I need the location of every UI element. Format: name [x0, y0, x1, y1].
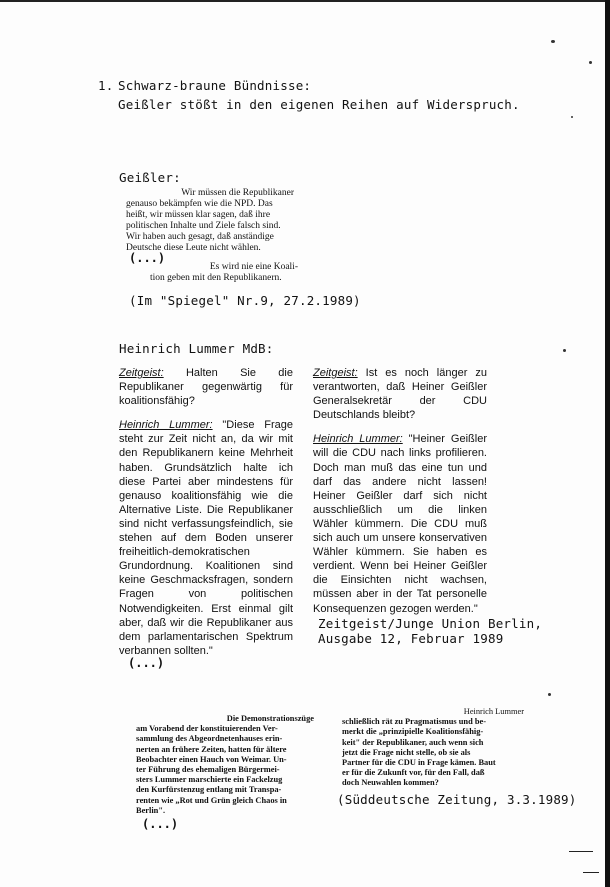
sz-left-line: renten wie „Rot und Grün gleich Chaos in: [136, 795, 287, 805]
sz-left-line: am Vorabend der konstituierenden Ver-: [136, 724, 278, 734]
sz-left-column: [136, 714, 314, 816]
geissler-quote: [126, 188, 294, 254]
scan-speck: [551, 40, 555, 43]
scan-speck: [589, 61, 592, 64]
scan-speck: [548, 693, 551, 696]
sz-left-line: Berlin".: [136, 805, 166, 815]
sz-left-line: sammlung des Abgeordnetenhauses erin-: [136, 734, 283, 744]
sz-left-line: nerten an frühere Zeiten, hatten für ältere: [136, 744, 287, 754]
sz-right-line: Heinrich Lummer: [463, 707, 524, 716]
scan-mark: [569, 851, 593, 852]
section-number: 1.: [98, 78, 114, 93]
geissler-source: (Im "Spiegel" Nr.9, 27.2.1989): [129, 293, 361, 308]
speaker-label: Heinrich Lummer:: [119, 419, 213, 432]
sz-right-column: [342, 707, 524, 789]
scan-speck: [571, 116, 573, 118]
sz-left-line: den Kurfürstenzug entlang mit Transpa-: [136, 785, 282, 795]
answer-text: "Diese Frage steht zur Zeit nicht an, da wir mit den Republikanern keine Mehrheit haben. Grundsätzlich halte ich diese Partei aber mindestens für genauso koalitionsfähig wie die Alternative Liste. Die Republikaner sind nicht verfassungsfeindlich, sie stehen auf dem Boden unserer freiheitlich-demokratischen Grundordnung. Koalitionen sind keine Geschmacksfragen, sondern Fragen von politischen Notwendigkeiten. Erst einmal gilt aber, daß wir die Republikaner aus dem parlamentarischen Spektrum verbannen sollten.": [119, 419, 293, 657]
speaker-label: Heinrich Lummer:: [313, 433, 403, 446]
lummer-answer-1: [119, 418, 293, 658]
sz-left-line: Die Demonstrationszüge: [226, 714, 314, 723]
lummer-label: Heinrich Lummer MdB:: [119, 341, 274, 356]
speaker-label: Zeitgeist:: [313, 367, 358, 379]
lummer-ellipsis: (...): [128, 656, 165, 670]
sz-left-line: ter Führung des ehemaligen Bürgermei-: [136, 765, 280, 775]
sz-left-line: sters Lummer marschierte ein Fackelzug: [136, 775, 283, 785]
sz-ellipsis: (...): [142, 817, 179, 831]
geissler-quote-line: politischen Inhalte und Ziele falsch sind.: [126, 221, 281, 231]
geissler-quote-line: genauso bekämpfen wie die NPD. Das: [126, 199, 273, 209]
scan-edge-top: [0, 0, 610, 2]
sz-right-line: er für die Zukunft vor, für den Fall, daß: [342, 768, 485, 778]
geissler-quote2-line: tion geben mit den Republikanern.: [150, 273, 282, 283]
geissler-quote2: [150, 262, 298, 284]
zeitgeist-question-1: [119, 366, 293, 408]
sz-right-line: schließlich rät zu Pragmatismus und be-: [342, 717, 487, 727]
geissler-quote-line: Wir haben auch gesagt, daß anständige: [126, 232, 274, 242]
question-text: Ist es noch länger zu verantworten, daß Heiner Geißler Generalsekretär der CDU Deutschlands bleibt?: [313, 367, 487, 422]
sz-right-line: jetzt die Frage nicht stelle, ob sie als: [342, 747, 471, 757]
sz-left-line: Beobachter einen Hauch von Weimar. Un-: [136, 754, 287, 764]
speaker-label: Zeitgeist:: [119, 367, 164, 379]
sz-right-line: Partner für die CDU in Frage kämen. Baut: [342, 758, 496, 768]
zeitgeist-source-line1: Zeitgeist/Junge Union Berlin,: [318, 616, 543, 631]
geissler-quote-line: Wir müssen die Republikaner: [181, 188, 294, 198]
geissler-quote-line: heißt, wir müssen klar sagen, daß ihre: [126, 210, 271, 220]
geissler-label: Geißler:: [119, 170, 181, 185]
lummer-answer-2: [313, 432, 487, 615]
section-title-line1: Schwarz-braune Bündnisse:: [118, 78, 312, 93]
zeitgeist-right-column: [313, 366, 487, 626]
geissler-ellipsis: (...): [129, 251, 166, 265]
sz-source: (Süddeutsche Zeitung, 3.3.1989): [337, 792, 577, 807]
geissler-quote2-line: Es wird nie eine Koali-: [209, 262, 298, 272]
scan-edge-right: [605, 0, 610, 887]
sz-right-line: doch Neuwahlen kommen?: [342, 778, 439, 788]
answer-text: "Heiner Geißler will die CDU nach links profilieren. Doch man muß das eine tun und darf das andere nicht lassen! Heiner Geißler darf sich nicht ausschließlich um die linken Wähler kümmern. Die CDU muß sich auch um unsere konservativen Wähler kümmern. Sie haben es verdient. Wenn bei Heiner Geißler die Einsichten nicht wachsen, müssen aber in der Tat personelle Konsequenzen gezogen werden.": [313, 433, 487, 615]
zeitgeist-question-2: [313, 366, 487, 422]
sz-right-line: merkt die „prinzipielle Koalitionsfähig-: [342, 727, 484, 737]
zeitgeist-left-column: [119, 366, 293, 668]
question-text: Halten Sie die Republikaner gegenwärtig für koalitionsfähig?: [119, 367, 293, 408]
sz-right-line: keit" der Republikaner, auch wenn sich: [342, 737, 484, 747]
section-title-line2: Geißler stößt in den eigenen Reihen auf Widerspruch.: [118, 97, 520, 112]
scan-mark: [583, 872, 599, 873]
zeitgeist-source-line2: Ausgabe 12, Februar 1989: [318, 631, 504, 646]
geissler-quote-line: Deutsche diese Leute nicht wählen.: [126, 243, 261, 253]
scan-speck: [563, 349, 566, 352]
